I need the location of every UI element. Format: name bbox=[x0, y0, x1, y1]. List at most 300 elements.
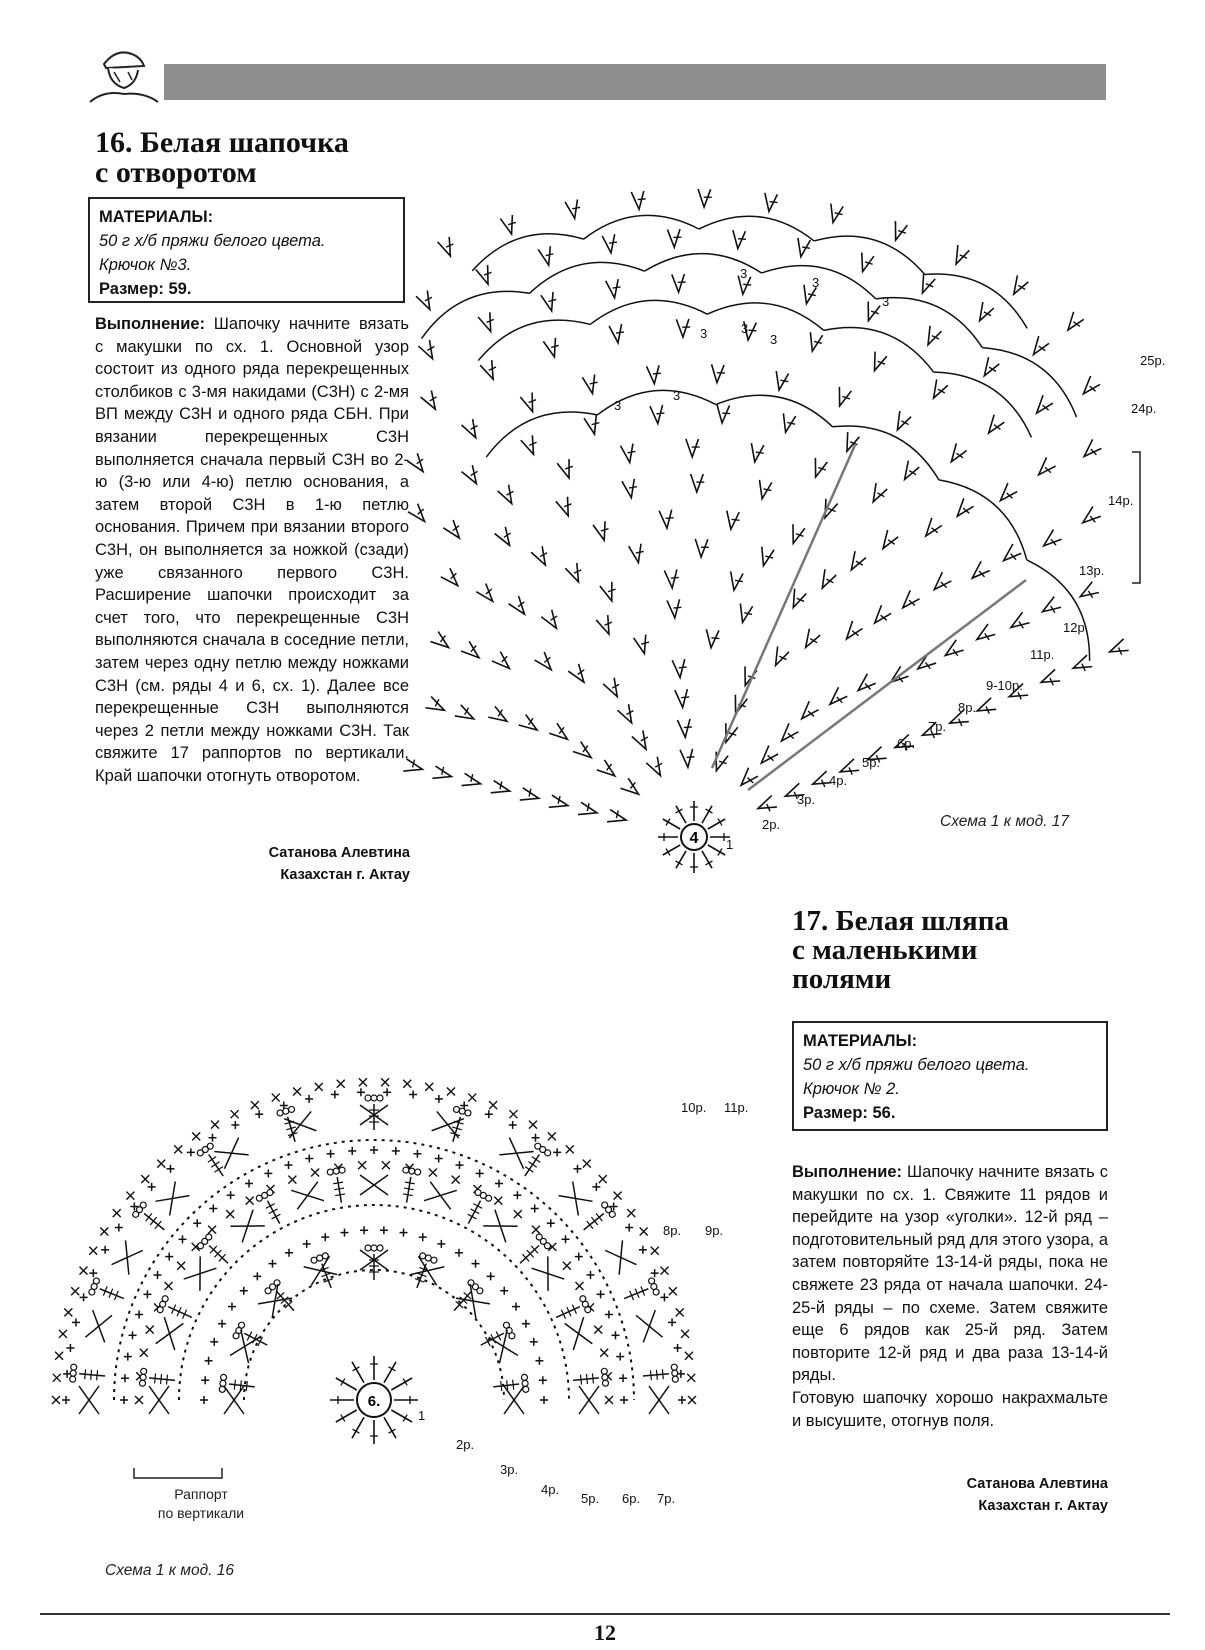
cluster-loop bbox=[207, 1143, 213, 1149]
sc-cross bbox=[600, 1349, 608, 1357]
model16-materials-hook: Крючок №3. bbox=[99, 256, 192, 274]
sc-plus bbox=[392, 1147, 400, 1155]
crossed-dc bbox=[636, 1315, 663, 1337]
sc-plus bbox=[592, 1183, 600, 1191]
diagram-bottom-row-label: 4р. bbox=[541, 1482, 560, 1497]
page-number: 12 bbox=[594, 1620, 616, 1645]
sc-cross bbox=[681, 1330, 689, 1338]
sc-cross bbox=[165, 1282, 173, 1290]
cluster-bar bbox=[208, 1157, 216, 1163]
sc-plus bbox=[472, 1260, 480, 1268]
model17-instructions-extra: Готовую шапочку хорошо накрахмальте и высушите, отогнув поля. bbox=[792, 1388, 1108, 1430]
cluster-loop bbox=[545, 1150, 551, 1156]
sc-plus bbox=[553, 1148, 561, 1156]
cluster-bar bbox=[269, 1209, 278, 1214]
sc-plus bbox=[305, 1095, 313, 1103]
sc-cross bbox=[532, 1226, 540, 1234]
sc-cross bbox=[211, 1121, 219, 1129]
sc-cross bbox=[425, 1083, 433, 1091]
cluster-loop bbox=[220, 1380, 226, 1386]
cluster-stem bbox=[337, 1177, 341, 1203]
sc-plus bbox=[331, 1090, 339, 1098]
sc-cross bbox=[53, 1374, 61, 1382]
sc-plus bbox=[651, 1269, 659, 1277]
diagram-bottom-row-label: 8р. bbox=[663, 1223, 682, 1238]
dc-cluster bbox=[198, 1234, 228, 1263]
diagram-top-row-label: 6р. bbox=[897, 736, 916, 751]
sc-plus bbox=[611, 1331, 619, 1339]
sc-plus bbox=[531, 1134, 539, 1142]
sc-cross bbox=[89, 1247, 97, 1255]
cluster-loop bbox=[602, 1374, 608, 1380]
diagram-top-stitch-number: 3 bbox=[740, 266, 748, 281]
sc-cross bbox=[192, 1132, 200, 1140]
cluster-stem bbox=[525, 1154, 540, 1176]
cluster-loop bbox=[371, 1245, 377, 1251]
model17-size: Размер: 56. bbox=[803, 1104, 896, 1122]
sc-plus bbox=[512, 1303, 520, 1311]
sc-plus bbox=[327, 1150, 335, 1158]
cluster-loop bbox=[377, 1095, 383, 1101]
sc-plus bbox=[205, 1357, 213, 1365]
sc-cross bbox=[126, 1192, 134, 1200]
sc-plus bbox=[227, 1191, 235, 1199]
sc-cross bbox=[489, 1101, 497, 1109]
sc-plus bbox=[495, 1179, 503, 1187]
model16-instructions-label: Выполнение: bbox=[95, 315, 206, 333]
cluster-loop bbox=[465, 1110, 471, 1116]
cluster-bar bbox=[501, 1381, 502, 1391]
sc-cross bbox=[529, 1121, 537, 1129]
cluster-bar bbox=[335, 1194, 345, 1196]
sc-cross bbox=[688, 1396, 696, 1404]
cluster-loop bbox=[365, 1245, 371, 1251]
sc-plus bbox=[409, 1090, 417, 1098]
diagram-top-row-label: 13р. bbox=[1079, 563, 1105, 578]
cluster-loop bbox=[70, 1370, 76, 1376]
sc-plus bbox=[509, 1121, 517, 1129]
cluster-loop bbox=[602, 1380, 608, 1386]
sc-cross bbox=[447, 1087, 455, 1095]
sc-cross bbox=[246, 1197, 254, 1205]
sc-plus bbox=[513, 1191, 521, 1199]
model17-instructions-label: Выполнение: bbox=[792, 1163, 903, 1181]
sc-cross bbox=[685, 1352, 693, 1360]
cluster-loop bbox=[140, 1380, 146, 1386]
center-spoke bbox=[352, 1362, 364, 1383]
sc-plus bbox=[210, 1338, 218, 1346]
cluster-bar bbox=[246, 1381, 247, 1391]
sc-cross bbox=[381, 1078, 389, 1086]
sc-plus bbox=[165, 1253, 173, 1261]
sc-plus bbox=[253, 1272, 261, 1280]
dc-cluster bbox=[219, 1374, 254, 1392]
dc-cluster bbox=[277, 1106, 298, 1141]
sc-plus bbox=[348, 1147, 356, 1155]
sc-plus bbox=[72, 1318, 80, 1326]
model17-author-place: Казахстан г. Актау bbox=[978, 1498, 1108, 1514]
model16-size: Размер: 59. bbox=[99, 280, 192, 298]
sc-cross bbox=[640, 1227, 648, 1235]
cluster-loop bbox=[672, 1376, 678, 1382]
model16-title-line1: 16. Белая шапочка bbox=[95, 126, 349, 159]
cluster-loop bbox=[206, 1234, 212, 1240]
sc-cross bbox=[337, 1080, 345, 1088]
sc-cross bbox=[583, 1160, 591, 1168]
sc-plus bbox=[143, 1290, 151, 1298]
sc-cross bbox=[177, 1262, 185, 1270]
dc-cluster bbox=[403, 1167, 421, 1203]
cluster-bar bbox=[215, 1167, 223, 1173]
cluster-loop bbox=[672, 1370, 678, 1376]
sc-plus bbox=[153, 1271, 161, 1279]
model16-title-line2: с отворотом bbox=[95, 156, 257, 189]
cluster-loop bbox=[409, 1168, 415, 1174]
sc-plus bbox=[620, 1396, 628, 1404]
model17-title-line1: 17. Белая шляпа bbox=[792, 905, 1009, 937]
center-spoke bbox=[384, 1362, 396, 1383]
model17-materials-yarn: 50 г х/б пряжи белого цвета. bbox=[803, 1056, 1030, 1074]
sc-plus bbox=[547, 1219, 555, 1227]
sc-cross bbox=[311, 1169, 319, 1177]
model16-instructions-text: Шапочку начните вязать с макушки по сх. 1. Основной узор состоит из одного ряда перекрещенных столбиков с 3-мя накидами (С3Н) с 2-мя ВП между С3Н и одного ряда СБН. При вязании перекрещенных С3Н выполняется сначала первый С3Н во 2-ю (3-ю или 4-ю) петлю основания, а затем второй С3Н в 1-ю петлю основания. Причем при вязании второго С3Н, он выполняется за ножкой (сзади) уже связанного первого С3Н. Расширение шапочки происходит за счет того, что перекрещенные С3Н выполняются сначала в соседние петли, затем через одну петлю между ножками С3Н (см. ряды 4 и 6, сх. 1). Далее все перекрещенные С3Н выполняются через 2 петли между ножками С3Н. Так свяжите 17 раппортов по вертикали. Край шапочки отогнуть отворотом. bbox=[95, 315, 409, 785]
cluster-stem bbox=[79, 1374, 105, 1376]
diagram-bottom-row-label: 11р. bbox=[724, 1100, 749, 1115]
sc-plus bbox=[121, 1374, 129, 1382]
sc-plus bbox=[80, 1293, 88, 1301]
sc-cross bbox=[288, 1176, 296, 1184]
crossed-dc bbox=[565, 1323, 593, 1343]
sc-plus bbox=[531, 1204, 539, 1212]
dc-cluster bbox=[493, 1374, 528, 1392]
dc-cluster bbox=[573, 1368, 608, 1386]
cluster-bar bbox=[529, 1162, 537, 1168]
diagram-bottom-row-label: 7р. bbox=[657, 1491, 676, 1506]
diagram-top-center-label: 4 bbox=[689, 830, 699, 847]
dc-cluster bbox=[327, 1167, 345, 1203]
sc-cross bbox=[548, 1132, 556, 1140]
cluster-loop bbox=[140, 1374, 146, 1380]
sc-plus bbox=[66, 1344, 74, 1352]
diagram-top-stitch-number: 3 bbox=[812, 275, 820, 290]
sc-cross bbox=[599, 1175, 607, 1183]
diagram-top-row-label: 2р. bbox=[762, 817, 781, 832]
model17-title-line2: с маленькими bbox=[792, 934, 978, 966]
cluster-loop bbox=[267, 1190, 273, 1196]
cluster-stem bbox=[643, 1374, 669, 1376]
dc-cluster bbox=[525, 1143, 551, 1176]
sc-cross bbox=[100, 1227, 108, 1235]
sc-plus bbox=[268, 1260, 276, 1268]
sc-cross bbox=[359, 1078, 367, 1086]
cluster-bar bbox=[334, 1188, 344, 1190]
diagram-top-row-label: 7р. bbox=[928, 719, 947, 734]
sc-cross bbox=[293, 1087, 301, 1095]
crossed-dc bbox=[93, 1310, 105, 1342]
sc-plus bbox=[245, 1179, 253, 1187]
sc-plus bbox=[539, 1376, 547, 1384]
cluster-loop bbox=[221, 1374, 227, 1380]
sc-cross bbox=[358, 1161, 366, 1169]
sc-cross bbox=[64, 1308, 72, 1316]
sc-plus bbox=[660, 1293, 668, 1301]
cluster-loop bbox=[322, 1253, 328, 1259]
diagram-top-small-label: 1 bbox=[726, 837, 734, 852]
cluster-bar bbox=[592, 1373, 593, 1383]
sc-cross bbox=[676, 1308, 684, 1316]
diagram-top-row-label: 25р. bbox=[1140, 353, 1166, 368]
sc-plus bbox=[435, 1095, 443, 1103]
sc-plus bbox=[129, 1331, 137, 1339]
cluster-loop bbox=[509, 1333, 515, 1339]
sc-plus bbox=[124, 1353, 132, 1361]
diagram-top-stitch-number: 3 bbox=[741, 321, 749, 336]
sc-cross bbox=[614, 1192, 622, 1200]
dc-cluster bbox=[556, 1296, 591, 1319]
dc-cluster bbox=[265, 1280, 294, 1311]
dc-cluster bbox=[140, 1368, 175, 1386]
sc-plus bbox=[200, 1396, 208, 1404]
sc-plus bbox=[530, 1338, 538, 1346]
dc-cluster bbox=[520, 1234, 550, 1263]
dc-cluster bbox=[468, 1190, 492, 1224]
sc-plus bbox=[305, 1155, 313, 1163]
cluster-bar bbox=[581, 1375, 582, 1385]
sc-plus bbox=[540, 1396, 548, 1404]
sc-plus bbox=[522, 1320, 530, 1328]
cluster-bar bbox=[470, 1209, 479, 1214]
rapport-line1: Раппорт bbox=[174, 1486, 228, 1502]
sc-cross bbox=[452, 1176, 460, 1184]
sc-cross bbox=[55, 1352, 63, 1360]
diagram-top-stitch-number: 3 bbox=[614, 398, 622, 413]
cluster-bar bbox=[532, 1157, 540, 1163]
crossed-dc bbox=[297, 1182, 317, 1210]
cluster-loop bbox=[141, 1368, 147, 1374]
sc-cross bbox=[157, 1160, 165, 1168]
sc-cross bbox=[514, 1210, 522, 1218]
center-spoke bbox=[352, 1417, 364, 1438]
diagram-bottom-caption: Схема 1 к мод. 16 bbox=[105, 1562, 234, 1579]
cluster-bar bbox=[234, 1380, 235, 1390]
sc-cross bbox=[566, 1145, 574, 1153]
cluster-bar bbox=[586, 1374, 587, 1384]
sc-plus bbox=[573, 1165, 581, 1173]
sc-cross bbox=[575, 1282, 583, 1290]
center-spoke bbox=[391, 1378, 412, 1390]
sc-plus bbox=[193, 1219, 201, 1227]
footer-rule bbox=[40, 1613, 1170, 1615]
cluster-loop bbox=[609, 1211, 615, 1217]
diagram-top-row-label: 24р. bbox=[1131, 401, 1157, 416]
cluster-bar bbox=[97, 1370, 98, 1380]
sc-plus bbox=[597, 1290, 605, 1298]
sc-plus bbox=[340, 1229, 348, 1237]
sc-cross bbox=[140, 1349, 148, 1357]
sc-plus bbox=[587, 1271, 595, 1279]
sc-cross bbox=[135, 1396, 143, 1404]
diagram-bottom-row-label: 3р. bbox=[500, 1462, 519, 1477]
sc-plus bbox=[231, 1121, 239, 1129]
crossed-dc bbox=[164, 1317, 174, 1350]
cluster-loop bbox=[365, 1095, 371, 1101]
cluster-loop bbox=[585, 1307, 591, 1313]
cluster-loop bbox=[521, 1374, 527, 1380]
dc-cluster bbox=[89, 1278, 124, 1300]
crossed-dc bbox=[411, 1267, 445, 1275]
sc-plus bbox=[264, 1169, 272, 1177]
sc-plus bbox=[120, 1396, 128, 1404]
sc-cross bbox=[605, 1396, 613, 1404]
diagram-bottom-row-label: 5р. bbox=[581, 1491, 600, 1506]
cluster-stem bbox=[209, 1154, 224, 1176]
cluster-bar bbox=[333, 1182, 343, 1184]
sc-plus bbox=[187, 1148, 195, 1156]
cluster-loop bbox=[522, 1380, 528, 1386]
cluster-loop bbox=[70, 1376, 76, 1382]
sc-plus bbox=[101, 1246, 109, 1254]
sc-cross bbox=[429, 1169, 437, 1177]
cluster-stem bbox=[229, 1384, 255, 1387]
dc-cluster bbox=[624, 1278, 659, 1300]
cluster-bar bbox=[167, 1375, 168, 1385]
cluster-loop bbox=[289, 1106, 295, 1112]
rapport-line2: по вертикали bbox=[157, 1505, 245, 1521]
cluster-bar bbox=[266, 1204, 275, 1209]
center-spoke bbox=[336, 1378, 357, 1390]
sc-cross bbox=[226, 1210, 234, 1218]
cluster-bar bbox=[405, 1182, 415, 1184]
sc-cross bbox=[251, 1101, 259, 1109]
dc-cluster bbox=[197, 1143, 223, 1176]
sc-plus bbox=[209, 1204, 217, 1212]
model16-materials-yarn: 50 г х/б пряжи белого цвета. bbox=[99, 232, 326, 250]
cluster-loop bbox=[653, 1289, 659, 1295]
diagram-top-stitch-number: 3 bbox=[770, 332, 778, 347]
diagram-top-row-label: 11р. bbox=[1030, 647, 1055, 662]
dc-cluster bbox=[454, 1280, 483, 1311]
sc-plus bbox=[419, 1233, 427, 1241]
model17-author-name: Сатанова Алевтина bbox=[966, 1476, 1108, 1492]
sc-plus bbox=[62, 1396, 70, 1404]
dc-cluster bbox=[256, 1190, 280, 1224]
sc-plus bbox=[455, 1249, 463, 1257]
cluster-stem bbox=[493, 1384, 519, 1387]
sc-plus bbox=[487, 1272, 495, 1280]
diagram-bottom-row-label: 10р. bbox=[681, 1100, 707, 1115]
sc-cross bbox=[141, 1175, 149, 1183]
sc-plus bbox=[674, 1344, 682, 1352]
sc-plus bbox=[639, 1246, 647, 1254]
cluster-loop bbox=[277, 1110, 283, 1116]
sc-cross bbox=[509, 1110, 517, 1118]
sc-plus bbox=[678, 1396, 686, 1404]
cluster-bar bbox=[155, 1373, 156, 1383]
sc-plus bbox=[321, 1233, 329, 1241]
diagram-bottom-center-label: 6. bbox=[367, 1393, 381, 1410]
sc-cross bbox=[208, 1226, 216, 1234]
sc-plus bbox=[400, 1229, 408, 1237]
sc-cross bbox=[661, 1267, 669, 1275]
cluster-loop bbox=[239, 1322, 245, 1328]
sc-plus bbox=[668, 1318, 676, 1326]
diagram-top-stitch-number: 3 bbox=[882, 294, 890, 309]
cluster-loop bbox=[671, 1364, 677, 1370]
sc-plus bbox=[383, 1088, 391, 1096]
sc-cross bbox=[687, 1374, 695, 1382]
diagram-top-stitch-number: 3 bbox=[700, 326, 708, 341]
sc-plus bbox=[115, 1224, 123, 1232]
diagram-bottom-row-label: 2р. bbox=[456, 1437, 475, 1452]
cluster-loop bbox=[403, 1167, 409, 1173]
dc-cluster bbox=[450, 1106, 471, 1141]
cluster-loop bbox=[71, 1364, 77, 1370]
center-spoke bbox=[336, 1410, 357, 1422]
sc-cross bbox=[669, 1287, 677, 1295]
sc-cross bbox=[146, 1326, 154, 1334]
diagram-top-row-label: 5р. bbox=[862, 755, 881, 770]
cluster-bar bbox=[468, 1214, 477, 1219]
sc-plus bbox=[605, 1310, 613, 1318]
diagram-top-row-label: 8р. bbox=[958, 700, 977, 715]
cluster-loop bbox=[327, 1169, 333, 1175]
cluster-bar bbox=[211, 1162, 219, 1168]
sc-plus bbox=[148, 1183, 156, 1191]
sc-cross bbox=[468, 1094, 476, 1102]
cluster-bar bbox=[650, 1370, 651, 1380]
cluster-loop bbox=[339, 1167, 345, 1173]
sc-plus bbox=[255, 1110, 263, 1118]
diagram-bottom-row-label: 9р. bbox=[705, 1223, 724, 1238]
sc-cross bbox=[59, 1330, 67, 1338]
model17-title-line3: полями bbox=[792, 963, 892, 995]
cluster-loop bbox=[431, 1257, 437, 1263]
dc-cluster bbox=[365, 1095, 383, 1130]
sc-plus bbox=[616, 1353, 624, 1361]
cluster-bar bbox=[473, 1204, 482, 1209]
dc-cluster bbox=[70, 1364, 105, 1382]
diagram-top-row-label: 14р. bbox=[1108, 493, 1134, 508]
cluster-bar bbox=[85, 1369, 86, 1379]
cluster-loop bbox=[162, 1296, 168, 1302]
sc-plus bbox=[485, 1110, 493, 1118]
cluster-bar bbox=[161, 1374, 162, 1384]
dc-cluster bbox=[365, 1245, 383, 1280]
cluster-stem bbox=[573, 1378, 599, 1381]
cluster-loop bbox=[459, 1108, 465, 1114]
cluster-loop bbox=[601, 1368, 607, 1374]
model16-materials-heading: МАТЕРИАЛЫ: bbox=[99, 208, 214, 226]
cluster-bar bbox=[403, 1194, 413, 1196]
cluster-stem bbox=[149, 1378, 175, 1381]
sc-plus bbox=[201, 1376, 209, 1384]
sc-cross bbox=[382, 1161, 390, 1169]
cluster-bar bbox=[272, 1214, 281, 1219]
cluster-loop bbox=[477, 1288, 483, 1294]
cluster-loop bbox=[371, 1095, 377, 1101]
sc-plus bbox=[240, 1287, 248, 1295]
diagram-top-stitch-number: 3 bbox=[673, 388, 681, 403]
diagram-bottom-row-label: 6р. bbox=[622, 1491, 641, 1506]
sc-cross bbox=[594, 1326, 602, 1334]
sc-plus bbox=[209, 1134, 217, 1142]
sc-cross bbox=[272, 1094, 280, 1102]
sc-cross bbox=[403, 1080, 411, 1088]
sc-cross bbox=[52, 1396, 60, 1404]
sc-cross bbox=[174, 1145, 182, 1153]
cluster-loop bbox=[544, 1243, 550, 1249]
dc-cluster bbox=[157, 1296, 192, 1319]
